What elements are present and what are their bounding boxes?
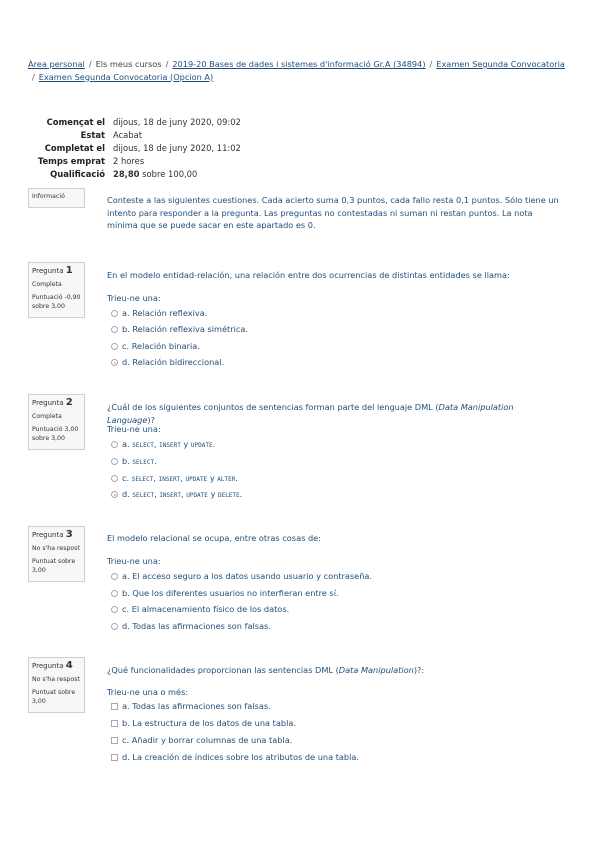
question-info-4 (28, 657, 85, 713)
question-score: Puntuat sobre (32, 689, 76, 696)
option-text: , (154, 489, 160, 499)
question-text-4: ¿Qué funcionalidades proporcionan las sentencias DML (Data Manipulation)?: (107, 665, 425, 675)
option-3b[interactable]: b. Que los diferentes usuarios no interfieran entre sí. (111, 587, 339, 599)
radio-icon[interactable] (111, 343, 118, 350)
breadcrumb-exam[interactable]: Examen Segunda Convocatoria (436, 59, 565, 69)
question-state: No s'ha respost (32, 676, 80, 683)
question-state: Completa (32, 413, 62, 420)
option-2b[interactable] (111, 455, 157, 467)
question-score-max: sobre 3,00 (32, 435, 65, 442)
checkbox-icon[interactable] (111, 720, 118, 727)
question-number: 3 (65, 529, 73, 540)
breadcrumb-separator: / (32, 71, 35, 82)
sql-keyword: DELETE (217, 492, 240, 499)
radio-icon[interactable] (111, 458, 118, 465)
option-text: . (154, 456, 157, 466)
info-box (28, 188, 85, 208)
question-score-max: sobre 3,00 (32, 303, 65, 310)
grade-value: 28,80 (113, 169, 140, 179)
radio-icon[interactable] (111, 326, 118, 333)
question-info-2 (28, 394, 85, 450)
breadcrumb-separator: / (165, 59, 169, 69)
grade-total: sobre 100,00 (139, 169, 198, 179)
question-score: Puntuat sobre (32, 558, 76, 565)
question-state: Completa (32, 281, 62, 288)
option-1c[interactable]: c. Relación binaria. (111, 340, 200, 352)
sql-keyword: INSERT (159, 442, 181, 449)
option-4d[interactable]: d. La creación de índices sobre los atributos de una tabla. (111, 751, 359, 763)
option-1b[interactable]: b. Relación reflexiva simétrica. (111, 323, 248, 335)
question-number: 2 (65, 397, 73, 408)
summary-row-state (28, 129, 241, 142)
radio-icon[interactable] (111, 590, 118, 597)
summary-row-completed (28, 142, 241, 155)
option-1a[interactable]: a. Relación reflexiva. (111, 307, 207, 319)
question-head: Pregunta 1 (32, 265, 73, 276)
summary-label: Completat el (44, 143, 105, 153)
breadcrumb-separator: / (429, 59, 433, 69)
question-score-max: 3,00 (32, 698, 46, 705)
question-head: Pregunta 2 (32, 397, 73, 408)
summary-row-grade (28, 168, 241, 181)
question-number: 4 (65, 660, 73, 671)
breadcrumb-courses: Els meus cursos (95, 59, 162, 69)
checkbox-icon[interactable] (111, 754, 118, 761)
summary-label: Començat el (46, 117, 105, 127)
question-head: Pregunta 3 (32, 529, 73, 540)
option-text: y (180, 439, 191, 449)
question-text-2: ¿Cuál de los siguientes conjuntos de sentencias forman parte del lenguaje DML (Data Manipulation Language)? (107, 402, 514, 425)
summary-label: Temps emprat (37, 156, 105, 166)
summary-value: 2 hores (113, 156, 145, 166)
summary-label: Qualificació (50, 169, 105, 179)
summary-row-started (28, 116, 241, 129)
question-score-max: 3,00 (32, 567, 46, 574)
question-prompt-2: Trieu-ne una: (107, 424, 161, 434)
option-text: y (207, 473, 218, 483)
question-number: 1 (65, 265, 73, 276)
sql-keyword: ALTER (217, 476, 236, 483)
question-prompt-4: Trieu-ne una o més: (107, 687, 189, 697)
option-2c[interactable] (111, 472, 238, 484)
question-score: Puntuació 3,00 (32, 426, 79, 433)
radio-selected-icon[interactable] (111, 359, 118, 366)
summary-value: Acabat (113, 130, 143, 140)
sql-keyword: SELECT (132, 492, 155, 499)
option-4b[interactable]: b. La estructura de los datos de una tabla. (111, 717, 296, 729)
radio-icon[interactable] (111, 441, 118, 448)
option-1d[interactable]: d. Relación bidireccional. (111, 356, 224, 368)
option-prefix: d. (122, 489, 133, 499)
info-label: Informació (32, 193, 65, 200)
checkbox-icon[interactable] (111, 737, 118, 744)
option-prefix: c. (122, 473, 132, 483)
question-prompt-3: Trieu-ne una: (107, 556, 161, 566)
summary-row-time (28, 155, 241, 168)
option-2d[interactable] (111, 488, 242, 500)
radio-icon[interactable] (111, 623, 118, 630)
radio-icon[interactable] (111, 573, 118, 580)
sql-keyword: SELECT (132, 459, 155, 466)
sql-keyword: UPDATE (190, 442, 213, 449)
question-text-1: En el modelo entidad-relación, una relación entre dos ocurrencias de distintas entidades se llama: (107, 270, 510, 280)
question-state: No s'ha respost (32, 545, 80, 552)
option-text: . (212, 439, 216, 449)
question-prompt-1: Trieu-ne una: (107, 293, 161, 303)
breadcrumb-course[interactable]: 2019-20 Bases de dades i sistemes d'informació Gr.A (34894) (172, 59, 426, 69)
breadcrumb-home[interactable]: Àrea personal (28, 59, 85, 69)
option-text: y (207, 489, 218, 499)
sql-keyword: UPDATE (186, 492, 208, 499)
option-prefix: b. (122, 456, 133, 466)
option-text: , (181, 489, 187, 499)
summary-label: Estat (80, 130, 105, 140)
question-info-1 (28, 262, 85, 318)
checkbox-icon[interactable] (111, 703, 118, 710)
option-4a[interactable]: a. Todas las afirmaciones son falsas. (111, 700, 271, 712)
option-prefix: a. (122, 439, 133, 449)
question-info-3 (28, 526, 85, 582)
option-3a[interactable]: a. El acceso seguro a los datos usando usuario y contraseña. (111, 570, 372, 582)
breadcrumb (28, 58, 573, 83)
option-3c[interactable]: c. El almacenamiento físico de los datos. (111, 603, 289, 615)
attempt-summary (28, 116, 241, 181)
breadcrumb-exam-option[interactable]: Examen Segunda Convocatoria (Opcion A) (38, 71, 214, 82)
question-text-3: El modelo relacional se ocupa, entre otras cosas de: (107, 533, 321, 543)
option-text: , (153, 473, 159, 483)
sql-keyword: INSERT (159, 492, 181, 499)
question-score: Puntuació -0,90 (32, 294, 81, 301)
question-head: Pregunta 4 (32, 660, 73, 671)
breadcrumb-separator: / (88, 59, 92, 69)
option-text: . (239, 489, 243, 499)
option-text: , (180, 473, 186, 483)
sql-keyword: UPDATE (185, 476, 208, 483)
radio-icon[interactable] (111, 606, 118, 613)
sql-keyword: SELECT (131, 476, 154, 483)
summary-value (113, 169, 197, 179)
option-text: . (235, 473, 238, 483)
option-3d[interactable]: d. Todas las afirmaciones son falsas. (111, 620, 271, 632)
sql-keyword: INSERT (158, 476, 181, 483)
option-2a[interactable] (111, 438, 215, 450)
summary-value: dijous, 18 de juny 2020, 09:02 (113, 117, 241, 127)
radio-icon[interactable] (111, 310, 118, 317)
option-4c[interactable]: c. Añadir y borrar columnas de una tabla. (111, 734, 292, 746)
sql-keyword: SELECT (132, 442, 154, 449)
option-text: , (153, 439, 160, 449)
radio-icon[interactable] (111, 475, 118, 482)
summary-value: dijous, 18 de juny 2020, 11:02 (113, 143, 241, 153)
info-text: Conteste a las siguientes cuestiones. Cada acierto suma 0,3 puntos, cada fallo resta 0,1 puntos. Sólo tiene un intento para responder a la pregunta. Las preguntas no contestadas ni suman ni restan puntos. La nota mínima que se puede sacar en este apartado es 0. (107, 195, 559, 230)
radio-selected-icon[interactable] (111, 491, 118, 498)
